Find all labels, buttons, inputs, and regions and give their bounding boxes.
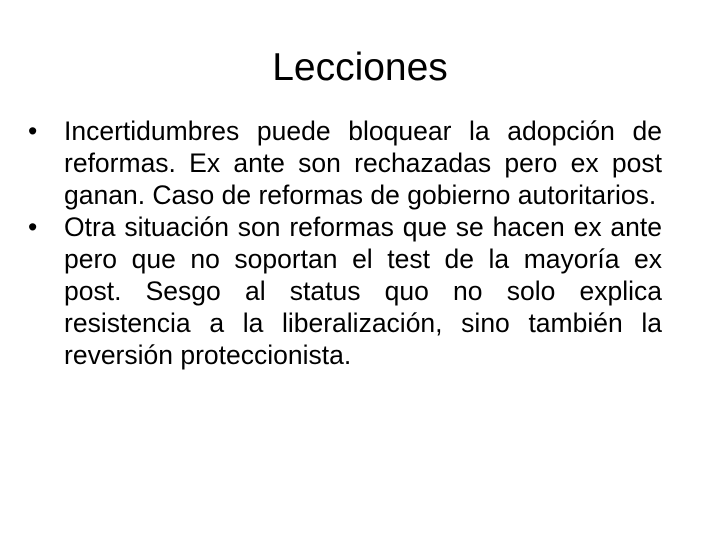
bullet-dot-icon: •	[28, 212, 38, 242]
bullet-text: Otra situación son reformas que se hacen ex ante pero que no soportan el test de la mayoría ex post. Sesgo al status quo no solo explica resistencia a la liberalización, sino también la reversión proteccionista.	[64, 212, 662, 370]
bullet-text: Incertidumbres puede bloquear la adopción de reformas. Ex ante son rechazadas pero ex post ganan. Caso de reformas de gobierno autoritarios.	[64, 116, 662, 210]
slide-title: Lecciones	[272, 46, 448, 89]
bullet-dot-icon: •	[28, 116, 38, 146]
bullet-item	[28, 115, 662, 211]
bullet-list	[28, 115, 662, 371]
bullet-item	[28, 211, 662, 371]
